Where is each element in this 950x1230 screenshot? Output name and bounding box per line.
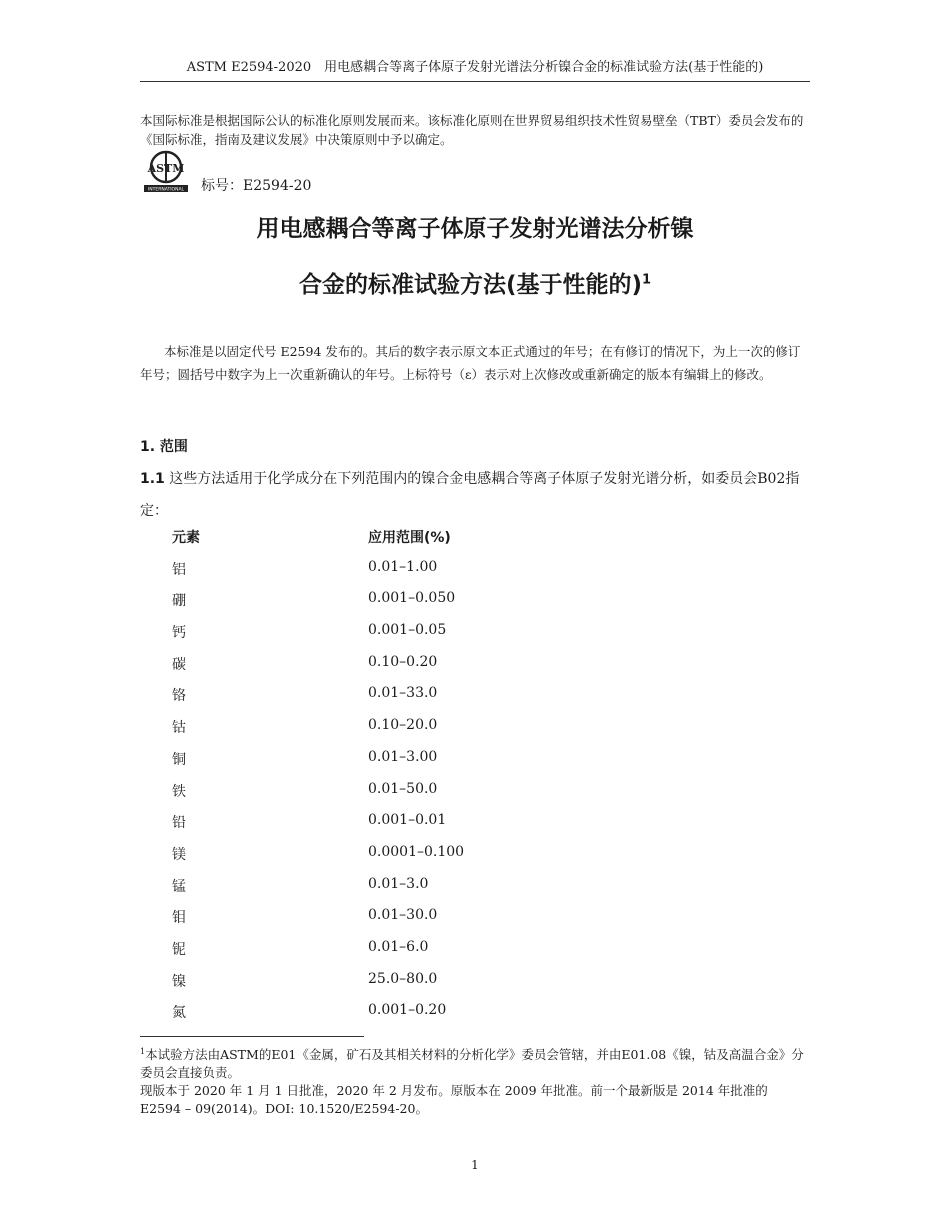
section-heading-scope: 1. 范围 bbox=[140, 439, 188, 455]
table-header-row bbox=[172, 527, 572, 559]
element-cell: 硼 bbox=[172, 593, 186, 610]
footnote-divider bbox=[140, 1036, 364, 1037]
element-cell: 镁 bbox=[172, 846, 186, 863]
table-row bbox=[172, 971, 572, 1003]
element-cell: 铁 bbox=[172, 783, 186, 800]
range-cell: 0.01–3.00 bbox=[368, 748, 438, 765]
range-cell: 0.001–0.05 bbox=[368, 622, 447, 639]
designation: 标号：E2594-20 bbox=[201, 178, 312, 194]
clause-text: 这些方法适用于化学成分在下列范围内的镍合金电感耦合等离子体原子发射光谱分析，如委员会B02指定： bbox=[140, 471, 800, 519]
element-cell: 氮 bbox=[172, 1005, 186, 1022]
astm-logo-icon bbox=[143, 150, 189, 194]
range-cell: 0.01–6.0 bbox=[368, 938, 429, 955]
element-cell: 锰 bbox=[172, 878, 186, 895]
range-cell: 0.10–0.20 bbox=[368, 653, 438, 670]
table-row bbox=[172, 717, 572, 749]
range-cell: 0.01–33.0 bbox=[368, 685, 438, 702]
element-cell: 钴 bbox=[172, 720, 186, 737]
column-header-element: 元素 bbox=[172, 530, 200, 546]
logo-caption: INTERNATIONAL bbox=[147, 187, 185, 193]
clause-number: 1.1 bbox=[140, 471, 165, 487]
element-cell: 铜 bbox=[172, 751, 186, 768]
standard-note: 本标准是以固定代号 E2594 发布的。其后的数字表示原文本正式通过的年号；在有修订的情况下，为上一次的修订年号；圆括号中数字为上一次重新确认的年号。上标符号（ε）表示对上次修改或重新确定的版本有编辑上的修改。 bbox=[140, 344, 801, 382]
element-cell: 碳 bbox=[172, 656, 186, 673]
table-row bbox=[172, 559, 572, 591]
element-cell: 铬 bbox=[172, 688, 186, 705]
footnote-text: 本试验方法由ASTM的E01《金属，矿石及其相关材料的分析化学》委员会管辖，并由E01.08《镍，钴及高温合金》分委员会直接负责。 bbox=[140, 1047, 804, 1081]
column-header-range: 应用范围(%) bbox=[368, 530, 451, 546]
running-header: ASTM E2594-2020 用电感耦合等离子体原子发射光谱法分析镍合金的标准试验方法(基于性能的) bbox=[140, 56, 810, 82]
range-cell: 0.01–1.00 bbox=[368, 558, 438, 575]
element-range-table bbox=[172, 527, 572, 1034]
range-cell: 0.01–50.0 bbox=[368, 780, 438, 797]
table-row bbox=[172, 781, 572, 813]
footnote-line2: 现版本于 2020 年 1 月 1 日批准，2020 年 2 月发布。原版本在 2009 年批准。前一个最新版是 2014 年批准的 E2594 – 09(2014)。DOI: 10.1520/E2594-20。 bbox=[140, 1083, 768, 1117]
logo-text: ASTM bbox=[147, 162, 185, 175]
range-cell: 0.001–0.01 bbox=[368, 812, 447, 829]
page-number: 1 bbox=[471, 1158, 479, 1172]
table-row bbox=[172, 749, 572, 781]
clause-1-1 bbox=[140, 463, 812, 527]
range-cell: 25.0–80.0 bbox=[368, 970, 438, 987]
table-row bbox=[172, 590, 572, 622]
range-cell: 0.0001–0.100 bbox=[368, 843, 465, 860]
range-cell: 0.01–30.0 bbox=[368, 907, 438, 924]
footnote-line1 bbox=[140, 1043, 812, 1082]
element-cell: 铝 bbox=[172, 561, 186, 578]
range-cell: 0.001–0.050 bbox=[368, 590, 456, 607]
range-cell: 0.10–20.0 bbox=[368, 717, 438, 734]
table-row bbox=[172, 622, 572, 654]
table-row bbox=[172, 844, 572, 876]
element-cell: 镍 bbox=[172, 973, 186, 990]
table-row bbox=[172, 812, 572, 844]
footnote bbox=[140, 1043, 812, 1118]
table-row bbox=[172, 1002, 572, 1034]
table-row bbox=[172, 939, 572, 971]
document-title-line2 bbox=[120, 266, 830, 299]
document-title-line1: 用电感耦合等离子体原子发射光谱法分析镍 bbox=[256, 216, 694, 242]
title-footnote-mark: 1 bbox=[641, 272, 652, 288]
element-cell: 铌 bbox=[172, 941, 186, 958]
table-row bbox=[172, 685, 572, 717]
range-cell: 0.001–0.20 bbox=[368, 1002, 447, 1019]
table-row bbox=[172, 654, 572, 686]
footnote-mark: 1 bbox=[140, 1047, 146, 1056]
table-row bbox=[172, 876, 572, 908]
intro-paragraph: 本国际标准是根据国际公认的标准化原则发展而来。该标准化原则在世界贸易组织技术性贸易壁垒（TBT）委员会发布的《国际标准，指南及建议发展》中决策原则中予以确定。 bbox=[140, 113, 804, 147]
range-cell: 0.01–3.0 bbox=[368, 875, 429, 892]
title-text: 合金的标准试验方法(基于性能的) bbox=[298, 272, 642, 298]
element-cell: 钼 bbox=[172, 910, 186, 927]
element-cell: 钙 bbox=[172, 625, 186, 642]
element-cell: 铅 bbox=[172, 815, 186, 832]
table-row bbox=[172, 907, 572, 939]
